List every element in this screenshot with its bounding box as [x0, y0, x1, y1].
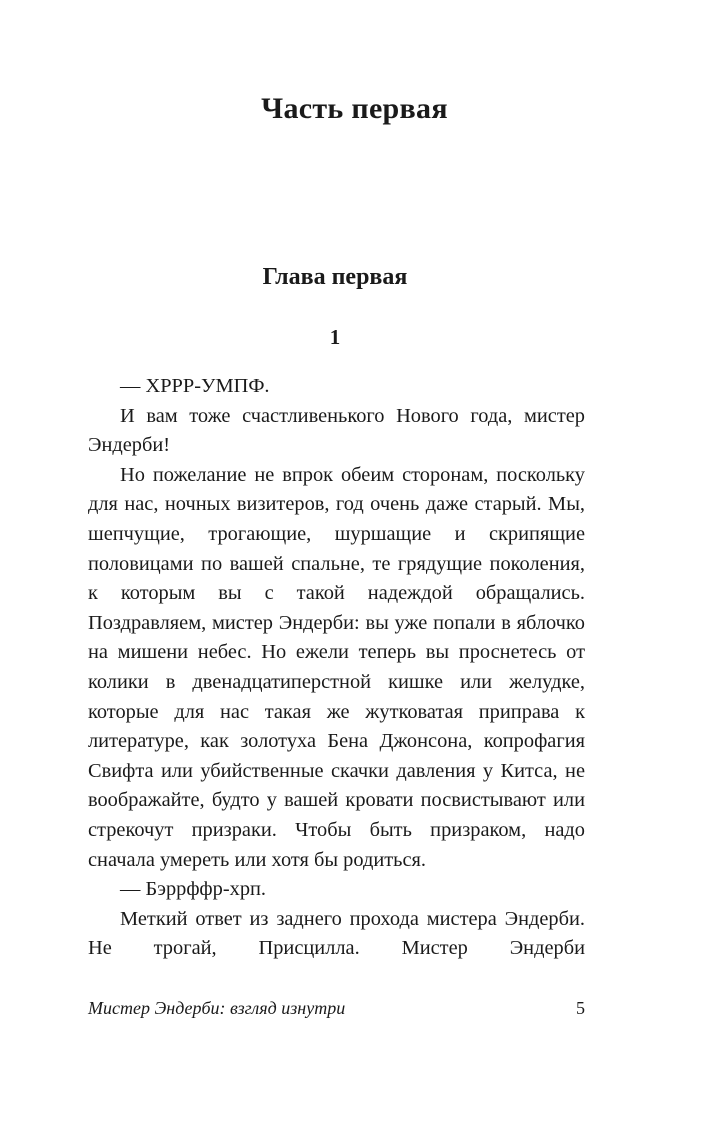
section-number: 1: [329, 325, 341, 349]
paragraph-2: И вам тоже счастливенького Нового года, мистер Эндерби!: [88, 404, 585, 457]
paragraph-5: Меткий ответ из заднего прохода мистера Эндерби. Не трогай, Присцилла. Мистер Эндерби: [88, 907, 585, 960]
paragraph-4: — Бэррффр-хрп.: [120, 878, 267, 901]
page-number: 5: [576, 998, 585, 1018]
part-title: Часть первая: [261, 92, 448, 125]
chapter-title: Глава первая: [262, 264, 408, 290]
body-text: [88, 372, 585, 964]
paragraph-1: — ХРРР-УМПФ.: [120, 375, 270, 397]
paragraph-3: Но пожелание не впрок обеим сторонам, поскольку для нас, ночных визитеров, год очень даже старый. Мы, шепчущие, трогающие, шуршащие и скрипящие половицами по вашей спальне, те грядущие поколения, к которым вы с такой надеждой обращались. Поздравляем, мистер Эндерби: вы уже попали в яблочко на мишени небес. Но ежели теперь вы проснетесь от колики в двенадцатиперстной кишке или желудке, которые для нас такая же жутковатая приправа к литературе, как золотуха Бена Джонсона, копрофагия Свифта или убийственные скачки давления у Китса, не воображайте, будто у вашей кровати посвистывают или стрекочут призраки. Чтобы быть призраком, надо сначала умереть или хотя бы родиться.: [88, 463, 585, 871]
running-footer-title: Мистер Эндерби: взгляд изнутри: [88, 998, 346, 1018]
